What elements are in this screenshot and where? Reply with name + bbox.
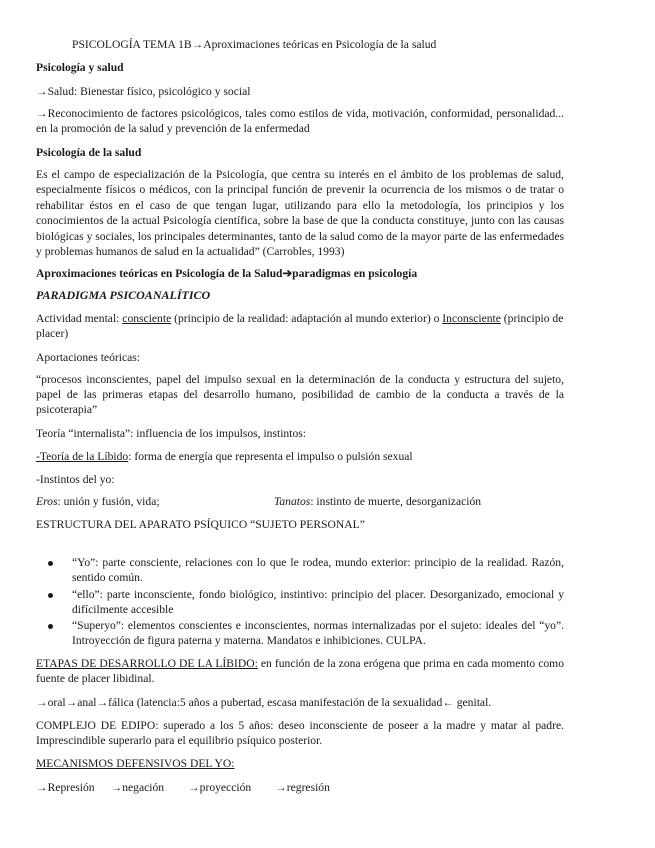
mecanismos-heading: MECANISMOS DEFENSIVOS DEL YO: <box>36 757 235 770</box>
tanatos-term: Tanatos <box>274 495 311 508</box>
paragraph-actividad-mental <box>36 311 564 341</box>
mecanismos-list <box>36 780 564 795</box>
inconsciente-term: Inconsciente <box>442 312 501 325</box>
etapas-secuencia: →oral→anal→fálica (latencia:5 años a pubertad, escasa manifestación de la sexualidad← genital. <box>36 696 492 709</box>
tanatos-line <box>274 494 564 509</box>
mental-suffix: (principio de placer) <box>36 312 564 340</box>
etapas-heading: ETAPAS DE DESARROLLO DE LA LÍBIDO: <box>36 657 258 670</box>
document-title: PSICOLOGÍA TEMA 1B→Aproximaciones teóricas en Psicología de la salud <box>72 38 437 51</box>
etapas-text: en función de la zona erógena que prima en cada momento como fuente de placer libidinal. <box>36 657 564 685</box>
bullet-dot-icon <box>48 624 53 629</box>
mecanismo-represion: →Represión <box>36 781 95 794</box>
section-heading-psicologia-de-la-salud: Psicología de la salud <box>36 146 142 159</box>
tanatos-text: : instinto de muerte, desorganización <box>310 495 482 508</box>
bullet-dot-icon <box>48 593 53 598</box>
list-item-yo: “Yo”: parte consciente, relaciones con lo que le rodea, mundo exterior: principio de la realidad. Razón, sentido común. <box>72 555 564 585</box>
teoria-libido <box>36 449 564 464</box>
mental-prefix: Actividad mental: <box>36 312 123 325</box>
paragraph-reconocimiento: →Reconocimiento de factores psicológicos, tales como estilos de vida, motivación, conformidad, personalidad... en la promoción de la salud y prevención de la enfermedad <box>36 107 564 135</box>
list-item-superyo: “Superyo”: elementos conscientes e inconscientes, normas internalizadas por el sujeto: ideales del “yo”. Introyección de figura paterna y materna. Mandatos e inhibiciones. CULPA. <box>72 618 564 648</box>
bullet-dot-icon <box>48 561 53 566</box>
aportaciones-quote: “procesos inconscientes, papel del impulso sexual en la determinación de la conducta y estructura del sujeto, papel de las primeras etapas del desarrollo humano, posibilidad de cambio de la conducta a través de la psicoterapia” <box>36 373 564 416</box>
libido-text: : forma de energía que representa el impulso o pulsión sexual <box>128 450 413 463</box>
teoria-internalista: Teoría “internalista”: influencia de los impulsos, instintos: <box>36 427 306 440</box>
paragraph-edipo: COMPLEJO DE EDIPO: superado a los 5 años: deseo inconsciente de poseer a la madre y matar al padre. Imprescindible superarlo para el equilibrio psíquico posterior. <box>36 719 564 747</box>
mecanismo-negacion: →negación <box>110 781 165 794</box>
mecanismo-regresion: →regresión <box>275 781 330 794</box>
paradigm-heading: PARADIGMA PSICOANALÍTICO <box>36 288 211 302</box>
eros-term: Eros <box>36 495 58 508</box>
mental-mid: (principio de la realidad: adaptación al mundo exterior) o <box>171 312 443 325</box>
mecanismo-proyeccion: →proyección <box>188 781 252 794</box>
libido-term: -Teoría de la Líbido <box>36 450 129 463</box>
estructura-heading: ESTRUCTURA DEL APARATO PSÍQUICO “SUJETO PERSONAL” <box>36 518 365 531</box>
list-item-ello: “ello”: parte inconsciente, fondo biológico, instintivo: principio del placer. Desorganizado, emocional y difícilmente accesible <box>72 587 564 617</box>
aportaciones-label: Aportaciones teóricas: <box>36 351 140 364</box>
consciente-term: consciente <box>122 312 172 325</box>
paragraph-etapas <box>36 656 564 686</box>
section-heading-psicologia-y-salud: Psicología y salud <box>36 61 124 74</box>
instintos-label: -Instintos del yo: <box>36 473 115 486</box>
eros-text: : unión y fusión, vida; <box>57 495 160 508</box>
paragraph-definicion: Es el campo de especialización de la Psicología, que centra su interés en el ámbito de los problemas de salud, especialmente físicos o médicos, con la principal función de prevenir la ocurrencia de los mismos o de tratar o rehabilitar éstos en el caso de que tengan lugar, utilizando para ello la metodología, los principios y los conocimientos de la actual Psicología científica, sobre la base de que la conducta constituye, junto con las causas biológicas y sociales, los principales determinantes, tanto de la salud como de la mayor parte de las enfermedades y problemas humanos de salud en la actualidad” (Carrobles, 1993) <box>36 168 564 259</box>
section-heading-aproximaciones: Aproximaciones teóricas en Psicología de la Salud➔paradigmas en psicología <box>36 267 418 280</box>
paragraph-salud: →Salud: Bienestar físico, psicológico y social <box>36 85 251 98</box>
